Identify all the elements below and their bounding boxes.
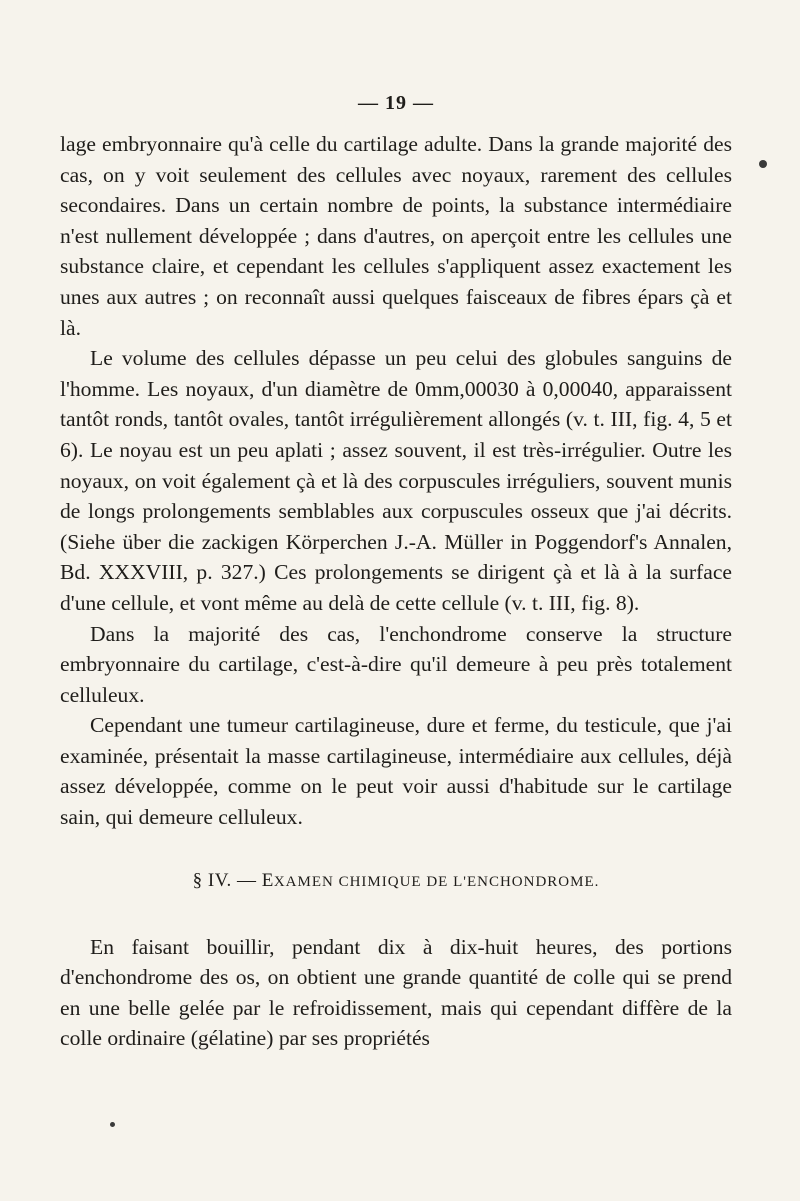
paragraph-1: lage embryonnaire qu'à celle du cartilage adulte. Dans la grande majorité des cas, on y voit seulement des cellules avec noyaux, rarement des cellules secondaires. Dans un certain nombre de points, la substance intermédiaire n'est nullement développée ; dans d'autres, on aperçoit entre les cellules une substance claire, et cependant les cellules s'appliquent assez exactement les unes aux autres ; on reconnaît aussi quelques faisceaux de fibres épars çà et là. — [60, 132, 732, 340]
section-title: XAMEN CHIMIQUE DE L'ENCHONDROME. — [273, 873, 600, 890]
section-number: § IV. — — [192, 869, 257, 891]
margin-speck — [759, 160, 767, 168]
paragraph-4: Cependant une tumeur cartilagineuse, dure et ferme, du testicule, que j'ai examinée, présentait la masse cartilagineuse, intermédiaire aux cellules, déjà assez développée, comme on le peut voir aussi d'habitude sur le cartilage sain, qui demeure celluleux. — [60, 713, 732, 830]
paragraph-5: En faisant bouillir, pendant dix à dix-huit heures, des portions d'enchondrome des os, on obtient une grande quantité de colle qui se prend en une belle gelée par le refroidissement, mais qui cependant diffère de la colle ordinaire (gélatine) par ses propriétés — [60, 934, 732, 1051]
document-page — [60, 92, 732, 1172]
paragraph-3: Dans la majorité des cas, l'enchondrome conserve la structure embryonnaire du cartilage, c'est-à-dire qu'il demeure à peu près totalement celluleux. — [60, 621, 732, 707]
paragraph-2: Le volume des cellules dépasse un peu celui des globules sanguins de l'homme. Les noyaux, d'un diamètre de 0mm,00030 à 0,00040, apparaissent tantôt ronds, tantôt ovales, tantôt irrégulièrement allongés (v. t. III, fig. 4, 5 et 6). Le noyau est un peu aplati ; assez souvent, il est très-irrégulier. Outre les noyaux, on voit également çà et là des corpuscules irréguliers, souvent munis de longs prolongements semblables aux corpuscules osseux que j'ai décrits. (Siehe über die zackigen Körperchen J.-A. Müller in Poggendorf's Annalen, Bd. XXXVIII, p. 327.) Ces prolongements se dirigent çà et là à la surface d'une cellule, et vont même au delà de cette cellule (v. t. III, fig. 8). — [60, 346, 732, 615]
margin-speck — [110, 1122, 115, 1127]
section-title-initial: E — [261, 869, 274, 891]
section-heading — [60, 867, 732, 896]
page-number: — 19 — — [358, 92, 434, 114]
